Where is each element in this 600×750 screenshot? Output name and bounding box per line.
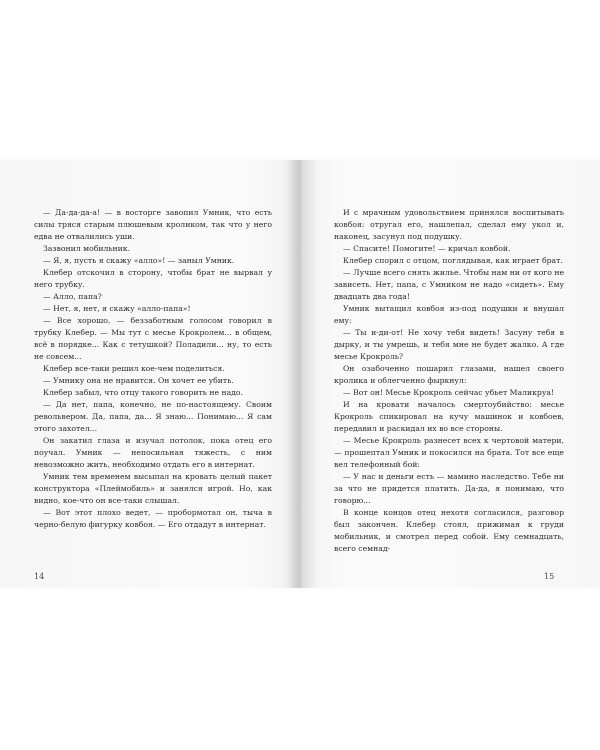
left-paragraph: — Умнику она не нравится. Он хочет ее убить. bbox=[43, 376, 234, 385]
right-paragraph: — Лучше всего снять жилье. Чтобы нам ни от кого не зависеть. Нет, папа, с Умником не надо «сидеть». Ему двадцать два года! bbox=[334, 268, 564, 301]
left-paragraph: Клебер все-таки решил кое-чем поделиться. bbox=[43, 364, 225, 373]
right-paragraph: Умник вытащил ковбоя из-под подушки и внушал ему: bbox=[334, 304, 564, 325]
left-paragraph: Клебер забыл, что отцу такого говорить не надо. bbox=[43, 388, 243, 397]
left-paragraph: Умник тем временем высыпал на кровать целый пакет конструктора «Плеймобиль» и занялся игрой. Но, как видно, кое-что он все-таки слышал. bbox=[34, 472, 272, 505]
left-page-text bbox=[34, 207, 272, 531]
left-paragraph: Зазвонил мобильник. bbox=[43, 244, 131, 253]
right-paragraph: — У нас и деньги есть — мамино наследство. Тебе ни за что не придется платить. Да-да, я понимаю, что говорю... bbox=[334, 472, 564, 505]
left-paragraph: — Нет, я, нет, я скажу «алло-папа»! bbox=[43, 304, 191, 313]
page-number-right: 15 bbox=[544, 572, 555, 581]
right-paragraph: — Вот он! Месье Крокроль сейчас убьет Маликруа! bbox=[343, 388, 555, 397]
left-paragraph: — Вот этот плохо ведет, — пробормотал он, тыча в черно-белую фигурку ковбоя. — Его отдадут в интернат. bbox=[34, 508, 272, 529]
left-paragraph: — Все хорошо, — беззаботным голосом говорил в трубку Клебер. — Мы тут с месье Крокролем... в общем, всё в порядке... Как с тетушкой? Поладили... ну, то есть не совсем... bbox=[34, 316, 272, 361]
left-paragraph: Он закатил глаза и изучал потолок, пока отец его поучал. Умник — непосильная тяжесть, с ним невозможно жить, необходимо отдать его в интернат. bbox=[34, 436, 272, 469]
right-paragraph: В конце концов отец нехотя согласился, разговор был закончен. Клебер стоял, прижимая к груди мобильник, и смотрел перед собой. Ему семнадцать, всего семнад- bbox=[334, 508, 564, 553]
left-paragraph: — Да-да-да-а! — в восторге завопил Умник, что есть силы тряся старым плюшевым кроликом, так что у него едва не отвалились уши. bbox=[34, 208, 272, 241]
right-paragraph: — Месье Крокроль разнесет всех к чертовой матери, — прошептал Умник и покосился на брата. Тот все еще вел телефонный бой: bbox=[334, 436, 564, 469]
left-paragraph: — Я, я, пусть я скажу «алло»! — заныл Умник. bbox=[43, 256, 235, 265]
left-paragraph: — Алло, папа? bbox=[43, 292, 102, 301]
right-page-text bbox=[334, 207, 564, 555]
left-paragraph: Клебер отскочил в сторону, чтобы брат не вырвал у него трубку. bbox=[34, 268, 272, 289]
right-paragraph: Клебер спорил с отцом, поглядывая, как играет брат. bbox=[343, 256, 563, 265]
right-paragraph: — Ты и-ди-от! Не хочу тебя видеть! Засуну тебя в дырку, и ты умрешь, и тебя мне не будет жалко. А где месье Крокроль? bbox=[334, 328, 564, 361]
right-paragraph: Он озабоченно пошарил глазами, нашел своего кролика и облегченно фыркнул: bbox=[334, 364, 564, 385]
right-paragraph: — Спасите! Помогите! — кричал ковбой. bbox=[343, 244, 511, 253]
right-paragraph: И с мрачным удовольствием принялся воспитывать ковбоя: отругал его, нашлепал, сделал ему укол и, наконец, засунул под подушку. bbox=[334, 208, 564, 241]
left-paragraph: — Да нет, папа, конечно, не по-настоящему. Своим револьвером. Да, папа, да... Я знаю... Понимаю... Я сам этого захотел... bbox=[34, 400, 272, 433]
right-paragraph: И на кровати началось смертоубийство: месье Крокроль спикировал на кучу машинок и ковбоев, передавил и раскидал их во все стороны. bbox=[334, 400, 564, 433]
page-number-left: 14 bbox=[34, 572, 45, 581]
